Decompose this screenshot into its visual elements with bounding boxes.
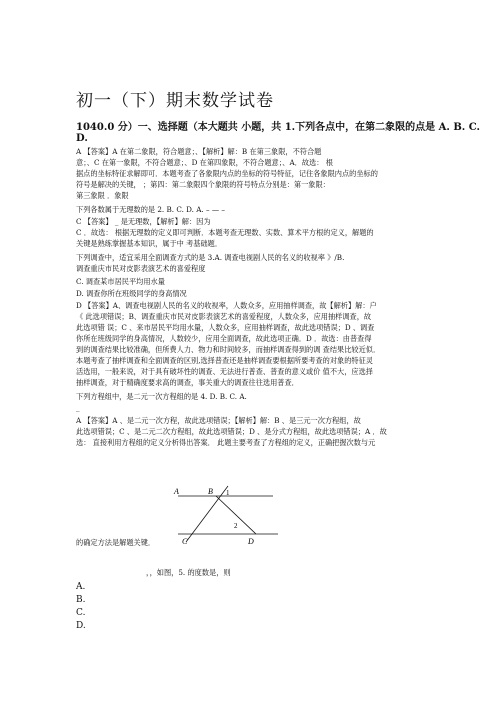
text-line: 《 此选项错误；B、调查重庆市民对皮影表演艺术的喜爱程度，人数众多，应用抽样调查，故 [76, 312, 372, 321]
label-b: B [208, 487, 213, 496]
text-line: C 【答案】 _ 是无理数，【解析】解：因为 [76, 217, 211, 226]
label-a: A [174, 487, 179, 496]
text-line: D. 调查你所在班级同学的身高情况 [76, 289, 187, 298]
text-line: 符号是解决的关键， ；第四：第二象限四个象限的符号特点分别是：第一象限： [76, 180, 330, 189]
label-angle-2: 2 [234, 522, 238, 530]
text-line: 下列方程组中，是二元一次方程组的是 4. D. B. C. A. [76, 392, 247, 401]
text-line: 的确定方法是解题关键． [76, 538, 156, 547]
text-line: 第三象限 ．象限 [76, 191, 129, 200]
text-line: 到的调查结果比较准确，但所费人力、物力和时间较多，而抽样调查得到的调 查结果比较近似． [76, 345, 381, 354]
text-line: 你所在班级同学的身高情况，人数较少，应用全面调查，故此选项正确．D ．故选：由普查得 [76, 334, 372, 343]
text-line: A 【答案】A 在第二象限，符合题意；、【解析】解：B 在第三象限，不符合题 [76, 147, 322, 156]
text-line: 此选项错 误；C 、来市居民平均用水量，人数众多，应用抽样调查，故此选项错误；D 、调查 [76, 323, 375, 332]
geometry-figure [168, 484, 288, 548]
label-d: D [248, 537, 254, 546]
option-b: B. [76, 595, 86, 605]
text-line: C ．故选： 根据无理数的定义即可判断．本题考查无理数、实数、算术平方根的定义，解题的 [76, 228, 374, 237]
line-transversal [186, 486, 228, 542]
text-line: A 【答案】A 、是二元一次方程，故此选项错误；【解析】解：B 、是三元一次方程组，故 [76, 416, 361, 425]
text-line: 抽样调查，对于精确度要求高的调查，事关重大的调查往往选用普查． [76, 378, 299, 387]
option-a: A. [76, 582, 86, 592]
option-c: C. [76, 608, 86, 618]
text-line: C. 调查某市居民平均用水量 [76, 277, 165, 286]
text-line: 意；、C 在第一象限，不符合题意；、D 在第四象限，不符合题意；、A．故选： 根 [76, 158, 333, 167]
text-line: 活选用，一般来说，对于具有破坏性的调查、无法进行普查、普查的意义或价 值不大，应选择 [76, 367, 373, 376]
label-c: C [182, 537, 188, 546]
label-angle-1: 1 [226, 489, 230, 497]
text-line: 下列调查中，适宜采用全面调查方式的是 3.A. 调查电视剧人民的名义的收视率 》/B. [76, 253, 345, 262]
text-line: D. [76, 133, 88, 144]
text-line: 关键是熟练掌握基本知识，属于中 考基础题． [76, 239, 223, 248]
text-line: _ [76, 403, 80, 412]
text-line: D 【答案】A、调查电视剧人民的名义的收视率，人数众多，应用抽样调查，故【解析】解：户 [76, 301, 377, 310]
text-line: 选： 直接利用方程组的定义分析得出答案． 此题主要考查了方程组的定义，正确把握次数与元 [76, 438, 376, 447]
text-line: 调查重庆市民对皮影表演艺术的喜爱程度 [76, 264, 206, 273]
text-line: 据点的坐标特征求解即可．本题考查了各象限内点的坐标的符号特征，记住各象限内点的坐标的 [76, 169, 378, 178]
text-line: 下列各数属于无理数的是 2. B. C. D. A. – — – [76, 205, 225, 214]
question-5: ，，如图，5. 的度数是，则 [146, 568, 231, 577]
text-line: 本题考查了抽样调查和全面调查的区别,选择普查还是抽样调查要根据所要考查的对象的特征灵 [76, 356, 373, 365]
text-line: 1040.0 分）一、选择题（本大题共 小题，共 1.下列各点中，在第二象限的点是 A. B. C. [76, 122, 481, 133]
page-title: 初一（下）期末数学试卷 [76, 91, 274, 111]
text-line: 此选项错误；C 、是二元二次方程组，故此选项错误；D 、是分式方程组，故此选项错误；A ．故 [76, 427, 387, 436]
option-d: D. [76, 621, 86, 631]
